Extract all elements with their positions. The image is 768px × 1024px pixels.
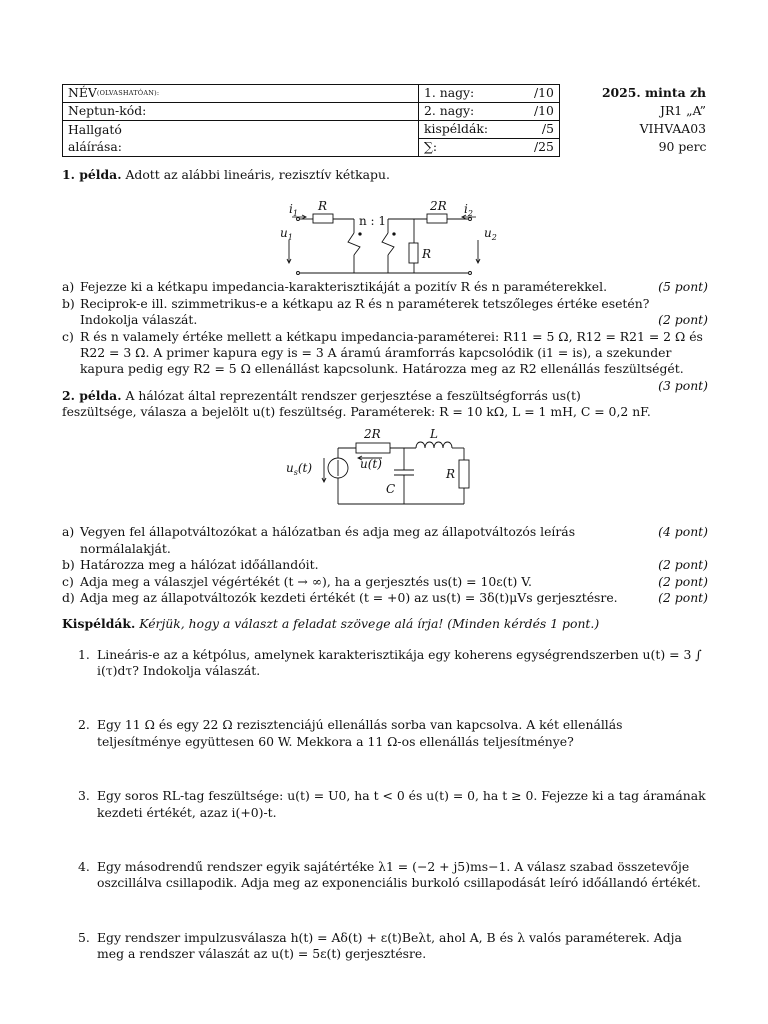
signature-field[interactable]: Hallgató <box>63 121 419 139</box>
label-i2: $i_2$ <box>464 202 473 219</box>
label-ut: u(t) <box>360 457 382 472</box>
label-2R: 2R <box>364 427 381 442</box>
short-questions-list <box>62 647 710 963</box>
problem-2-item-b: b) (2 pont) Határozza meg a hálózat időállandóit. <box>62 557 708 573</box>
problem-2-item-d: d) (2 pont) Adja meg az állapotváltozók kezdeti értékét (t = +0) az us(t) = 3δ(t)μVs gerjesztésre. <box>62 589 708 605</box>
label-R: R <box>446 467 456 482</box>
problem-1-item-b: b) Reciprok-e ill. szimmetrikus-e a kétkapu az R és n paraméterek tetszőleges értéke esetén? Indokolja válaszát. (2 pont) <box>62 295 708 328</box>
signature-field-line2[interactable]: aláírása: <box>63 139 419 157</box>
label-ratio: n : 1 <box>359 214 387 229</box>
short-question-3: 3. Egy soros RL-tag feszültsége: u(t) = U0, ha t < 0 és u(t) = 0, ha t ≥ 0. Fejezze ki a tag áramának kezdeti értékét, azaz i(+0)-t. <box>78 788 706 820</box>
score-label-1: 1. nagy: <box>419 85 530 103</box>
short-question-4: 4. Egy másodrendű rendszer egyik sajátértéke λ1 = (−2 + j5)ms−1. A válasz szabad összetevője oszcillálva csillapodik. Adja meg az exponenciális burkoló csillapodását leíró időállandó értékét. <box>78 858 701 891</box>
rlc-circuit <box>286 422 516 522</box>
header-table <box>62 84 710 157</box>
course-code: VIHVAA03 <box>639 121 706 137</box>
score-label-sum: ∑: <box>419 139 530 157</box>
score-max-1: /10 <box>529 85 559 103</box>
short-question-2: 2. Egy 11 Ω és egy 22 Ω rezisztenciájú ellenállás sorba van kapcsolva. A két ellenállás teljesítménye együttesen 60 W. Mekkora a 11 Ω-os ellenállás teljesítménye? <box>78 717 623 749</box>
exam-group: JR1 „A” <box>660 103 706 119</box>
score-max-3: /5 <box>529 121 559 139</box>
label-u2: $u_2$ <box>484 226 497 243</box>
short-question-5: 5. Egy rendszer impulzusválasza h(t) = Aδ(t) + ε(t)Beλt, ahol A, B és λ valós paraméterek. Adja meg a rendszer válaszát az u(t) = 5ε(t) gerjesztésre. <box>78 929 682 961</box>
problem-2-item-a: a) (4 pont) Vegyen fel állapotváltozókat a hálózatban és adja meg az állapotváltozós leírás normálalakját. <box>62 524 708 556</box>
label-2R: 2R <box>430 199 447 214</box>
exam-title: 2025. minta zh <box>601 85 706 101</box>
short-questions-intro: Kispéldák. Kérjük, hogy a választ a feladat szövege alá írja! (Minden kérdés 1 pont.) <box>62 616 600 632</box>
score-label-3: kispéldák: <box>419 121 530 139</box>
label-R: R <box>318 199 328 214</box>
label-R-shunt: R <box>422 247 432 262</box>
exam-duration: 90 perc <box>658 139 707 155</box>
problem-1-item-a: a) (5 pont) Fejezze ki a kétkapu impedancia-karakterisztikáját a pozitív R és n paraméterekkel. <box>62 279 708 295</box>
problem-1-items <box>62 279 710 393</box>
score-label-2: 2. nagy: <box>419 103 530 121</box>
problem-2-intro: 2. példa. A hálózat által reprezentált rendszer gerjesztése a feszültségforrás us(t) feszültsége, válasza a bejelölt u(t) feszültség. Paraméterek: R = 10 kΩ, L = 1 mH, C = 0,2 nF. <box>62 387 651 419</box>
label-us: $u_s(t)$ <box>286 461 313 478</box>
score-max-sum: /25 <box>529 139 559 157</box>
label-L: L <box>430 427 438 442</box>
label-i1: $i_1$ <box>289 202 298 219</box>
short-question-1: 1. Lineáris-e az a kétpólus, amelynek karakterisztikája egy koherens egységrendszerben u(t) = 3 ∫ i(τ)dτ? Indokolja válaszát. <box>78 646 702 678</box>
rlc-figure <box>62 424 710 522</box>
label-C: C <box>386 482 396 497</box>
neptun-field[interactable]: Neptun-kód: <box>63 103 419 121</box>
problem-1-intro: 1. példa. Adott az alábbi lineáris, rezisztív kétkapu. <box>62 167 390 182</box>
problem-1-item-c: c) R és n valamely értéke mellett a kétkapu impedancia-paraméterei: R11 = 5 Ω, R12 = R21 = 2 Ω és R22 = 3 Ω. A primer kapura egy is = 3 A áramú áramforrás kapcsolódik (i1 = is), a szekunder kapura pedig egy R2 = 5 Ω ellenállást kapcsolunk. Határozza meg az R2 ellenállás feszültségét. (3 pont) <box>62 328 708 393</box>
exam-page <box>62 84 710 962</box>
name-field[interactable]: NÉV(OLVASHATÓAN): <box>63 85 419 103</box>
label-u1: $u_1$ <box>280 226 293 243</box>
two-port-circuit <box>280 187 500 275</box>
problem-2-item-c: c) (2 pont) Adja meg a válaszjel végértékét (t → ∞), ha a gerjesztés us(t) = 10ε(t) V. <box>62 573 708 589</box>
problem-2-items <box>62 524 710 606</box>
two-port-figure <box>62 189 710 277</box>
score-max-2: /10 <box>529 103 559 121</box>
